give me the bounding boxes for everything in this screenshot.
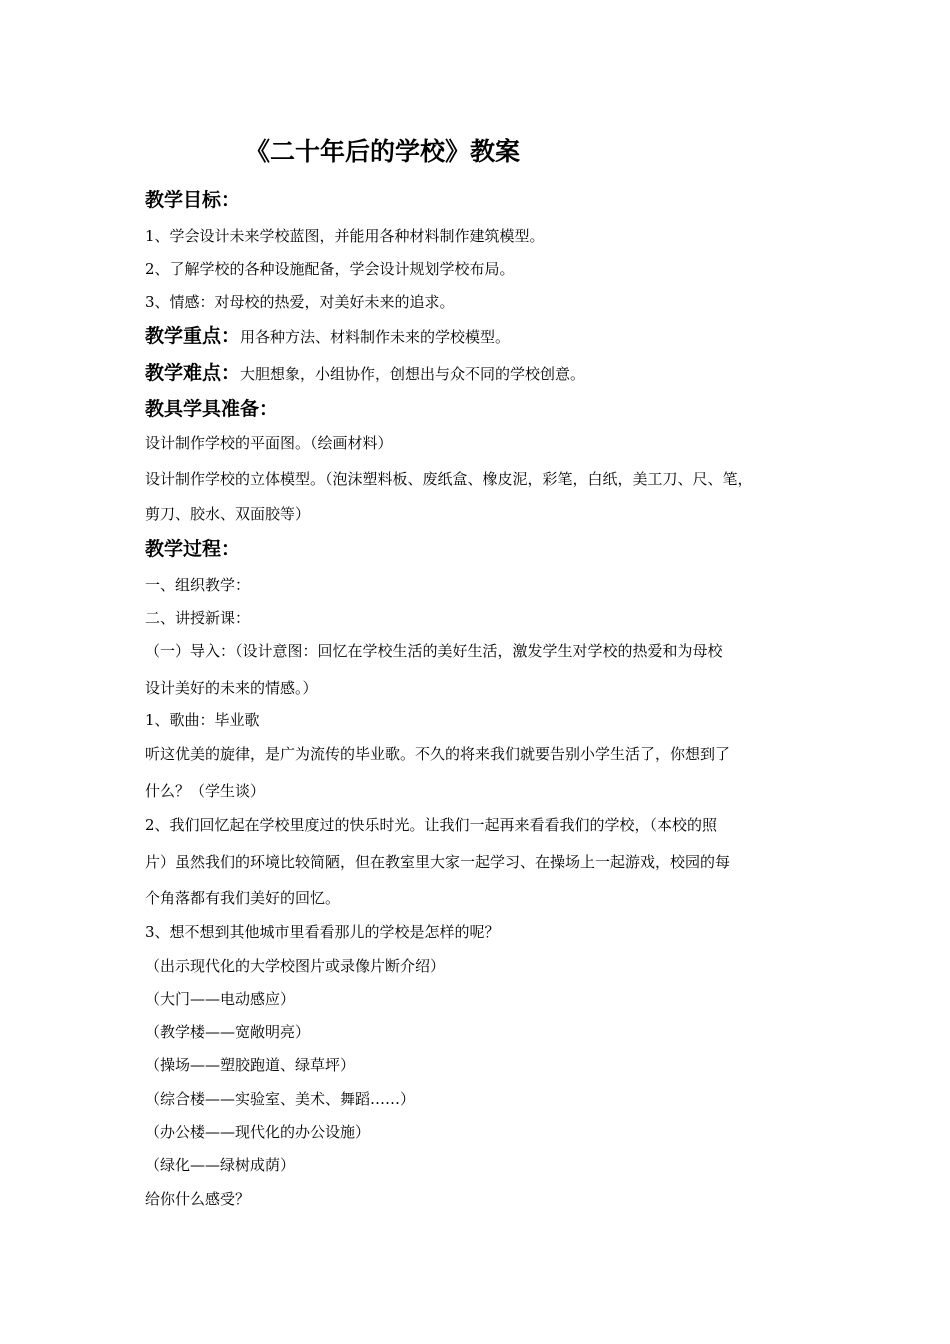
goals-heading: 教学目标： [145, 189, 241, 211]
process-line: （出示现代化的大学校图片或录像片断介绍） [145, 957, 446, 975]
goal-line: 2、了解学校的各种设施配备，学会设计规划学校布局。 [145, 260, 515, 278]
key-point-row [145, 324, 510, 349]
process-line: （操场——塑胶跑道、绿草坪） [145, 1056, 356, 1074]
process-line: （办公楼——现代化的办公设施） [145, 1123, 371, 1141]
difficulty-heading: 教学难点： [145, 362, 241, 384]
process-line: （大门——电动感应） [145, 990, 296, 1008]
process-line: 设计美好的未来的情感。） [145, 679, 318, 697]
process-heading: 教学过程： [145, 538, 241, 560]
process-line: 听这优美的旋律，是广为流传的毕业歌。不久的将来我们就要告别小学生活了，你想到了 [145, 745, 731, 763]
process-line: （综合楼——实验室、美术、舞蹈……） [145, 1090, 416, 1108]
process-line: 什么？（学生谈） [145, 782, 266, 800]
document-title: 《二十年后的学校》教案 [245, 137, 521, 166]
prep-heading: 教具学具准备： [145, 398, 279, 420]
process-line: 个角落都有我们美好的回忆。 [145, 889, 341, 907]
goal-line: 3、情感：对母校的热爱，对美好未来的追求。 [145, 293, 455, 311]
process-line: 给你什么感受？ [145, 1190, 251, 1208]
process-line: 2、我们回忆起在学校里度过的快乐时光。让我们一起再来看看我们的学校，（本校的照 [145, 816, 718, 834]
process-line: 片）虽然我们的环境比较简陋，但在教室里大家一起学习、在操场上一起游戏，校园的每 [145, 853, 731, 871]
goal-line: 1、学会设计未来学校蓝图，并能用各种材料制作建筑模型。 [145, 227, 545, 245]
process-line: （绿化——绿树成荫） [145, 1156, 296, 1174]
process-line: 二、讲授新课： [145, 609, 251, 627]
difficulty-row [145, 361, 585, 386]
prep-line: 设计制作学校的平面图。（绘画材料） [145, 434, 393, 452]
prep-line: 剪刀、胶水、双面胶等） [145, 505, 311, 523]
process-line: 3、想不想到其他城市里看看那儿的学校是怎样的呢？ [145, 923, 500, 941]
key-point-heading: 教学重点： [145, 325, 241, 347]
process-line: 1、歌曲：毕业歌 [145, 711, 260, 729]
process-line: 一、组织教学： [145, 576, 251, 594]
process-line: （教学楼——宽敞明亮） [145, 1023, 311, 1041]
difficulty-text: 大胆想象，小组协作，创想出与众不同的学校创意。 [240, 365, 586, 383]
prep-line: 设计制作学校的立体模型。（泡沫塑料板、废纸盒、橡皮泥，彩笔，白纸，美工刀、尺、笔， [145, 470, 753, 488]
key-point-text: 用各种方法、材料制作未来的学校模型。 [240, 328, 511, 346]
process-line: （一）导入：（设计意图：回忆在学校生活的美好生活，激发学生对学校的热爱和为母校 [145, 642, 723, 660]
